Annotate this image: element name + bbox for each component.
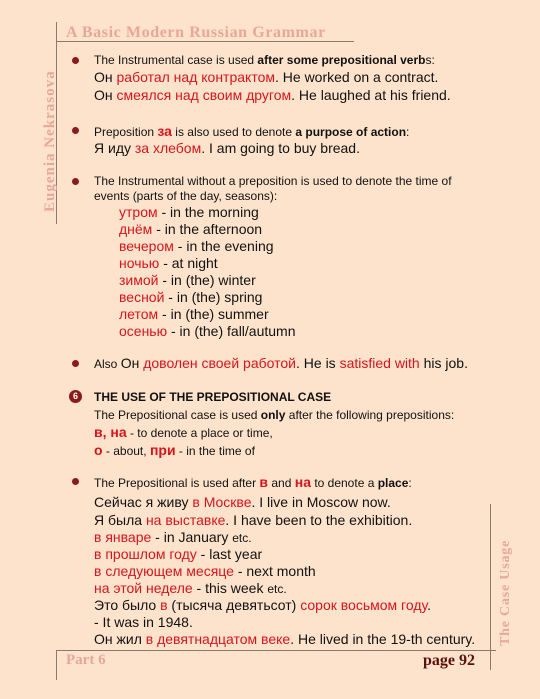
- bullet-dot: [72, 57, 79, 64]
- example-sentence: Это было в (тысяча девятьсот) сорок восьмом году.: [94, 597, 431, 613]
- preposition-row: о - about, при - in the time of: [94, 442, 255, 458]
- example-sentence: Он смеялся над своим другом. He laughed at his friend.: [94, 87, 451, 103]
- time-item: утром - in the morning: [119, 204, 259, 220]
- example-sentence: Он работал над контрактом. He worked on a contract.: [94, 69, 439, 85]
- section-name: The Case Usage: [498, 539, 513, 646]
- example-sentence: в январе - in January etc.: [94, 529, 252, 545]
- preposition-row: в, на - to denote a place or time,: [94, 424, 273, 440]
- bullet-dot: [72, 478, 79, 485]
- header-rule: [56, 41, 354, 42]
- example-sentence: Я иду за хлебом. I am going to buy bread.: [94, 140, 360, 156]
- section-heading: THE USE OF THE PREPOSITIONAL CASE: [94, 390, 332, 404]
- purpose-rule: Preposition за is also used to denote a purpose of action:: [94, 123, 410, 139]
- bullet-dot: [72, 178, 79, 185]
- footer-left-rule: [56, 650, 57, 680]
- example-sentence: Я была на выставке. I have been to the exhibition.: [94, 512, 413, 528]
- time-item: ночью - at night: [119, 255, 218, 271]
- example-sentence: в следующем месяце - next month: [94, 563, 316, 579]
- book-title: A Basic Modern Russian Grammar: [66, 24, 326, 41]
- satisfied-example: Also Он доволен своей работой. He is satisfied with his job.: [94, 355, 468, 371]
- bullet-dot: [72, 360, 79, 367]
- time-item: весной - in (the) spring: [119, 289, 263, 305]
- page-number: page 92: [423, 652, 475, 669]
- time-item: вечером - in the evening: [119, 238, 274, 254]
- time-item: летом - in (the) summer: [119, 306, 269, 322]
- part-label: Part 6: [66, 652, 106, 668]
- bullet-dot: [72, 127, 79, 134]
- time-item: зимой - in (the) winter: [119, 272, 256, 288]
- time-item: осенью - in (the) fall/autumn: [119, 323, 296, 339]
- example-sentence: Он жил в девятнадцатом веке. He lived in the 19-th century.: [94, 631, 476, 647]
- time-item: днём - in the afternoon: [119, 221, 263, 237]
- instrumental-verbs-rule: The Instrumental case is used after some prepositional verbs:: [94, 53, 435, 67]
- right-vertical-rule: [490, 504, 491, 670]
- place-rule: The Prepositional is used after в and на to denote a place:: [94, 474, 412, 490]
- footer-rule: [56, 650, 496, 651]
- example-sentence: Сейчас я живу в Москве. I live in Moscow now.: [94, 494, 391, 510]
- example-sentence: на этой неделе - this week etc.: [94, 580, 287, 596]
- time-rule-line2: events (parts of the day, seasons):: [94, 189, 278, 203]
- section-number-badge: 6: [69, 390, 82, 403]
- example-sentence: - It was in 1948.: [94, 614, 193, 630]
- example-sentence: в прошлом году - last year: [94, 546, 263, 562]
- prepositional-intro: The Prepositional case is used only after the following prepositions:: [94, 408, 455, 422]
- author-name: Eugenia Nekrasova: [42, 70, 58, 212]
- time-rule-line1: The Instrumental without a preposition is used to denote the time of: [94, 174, 452, 188]
